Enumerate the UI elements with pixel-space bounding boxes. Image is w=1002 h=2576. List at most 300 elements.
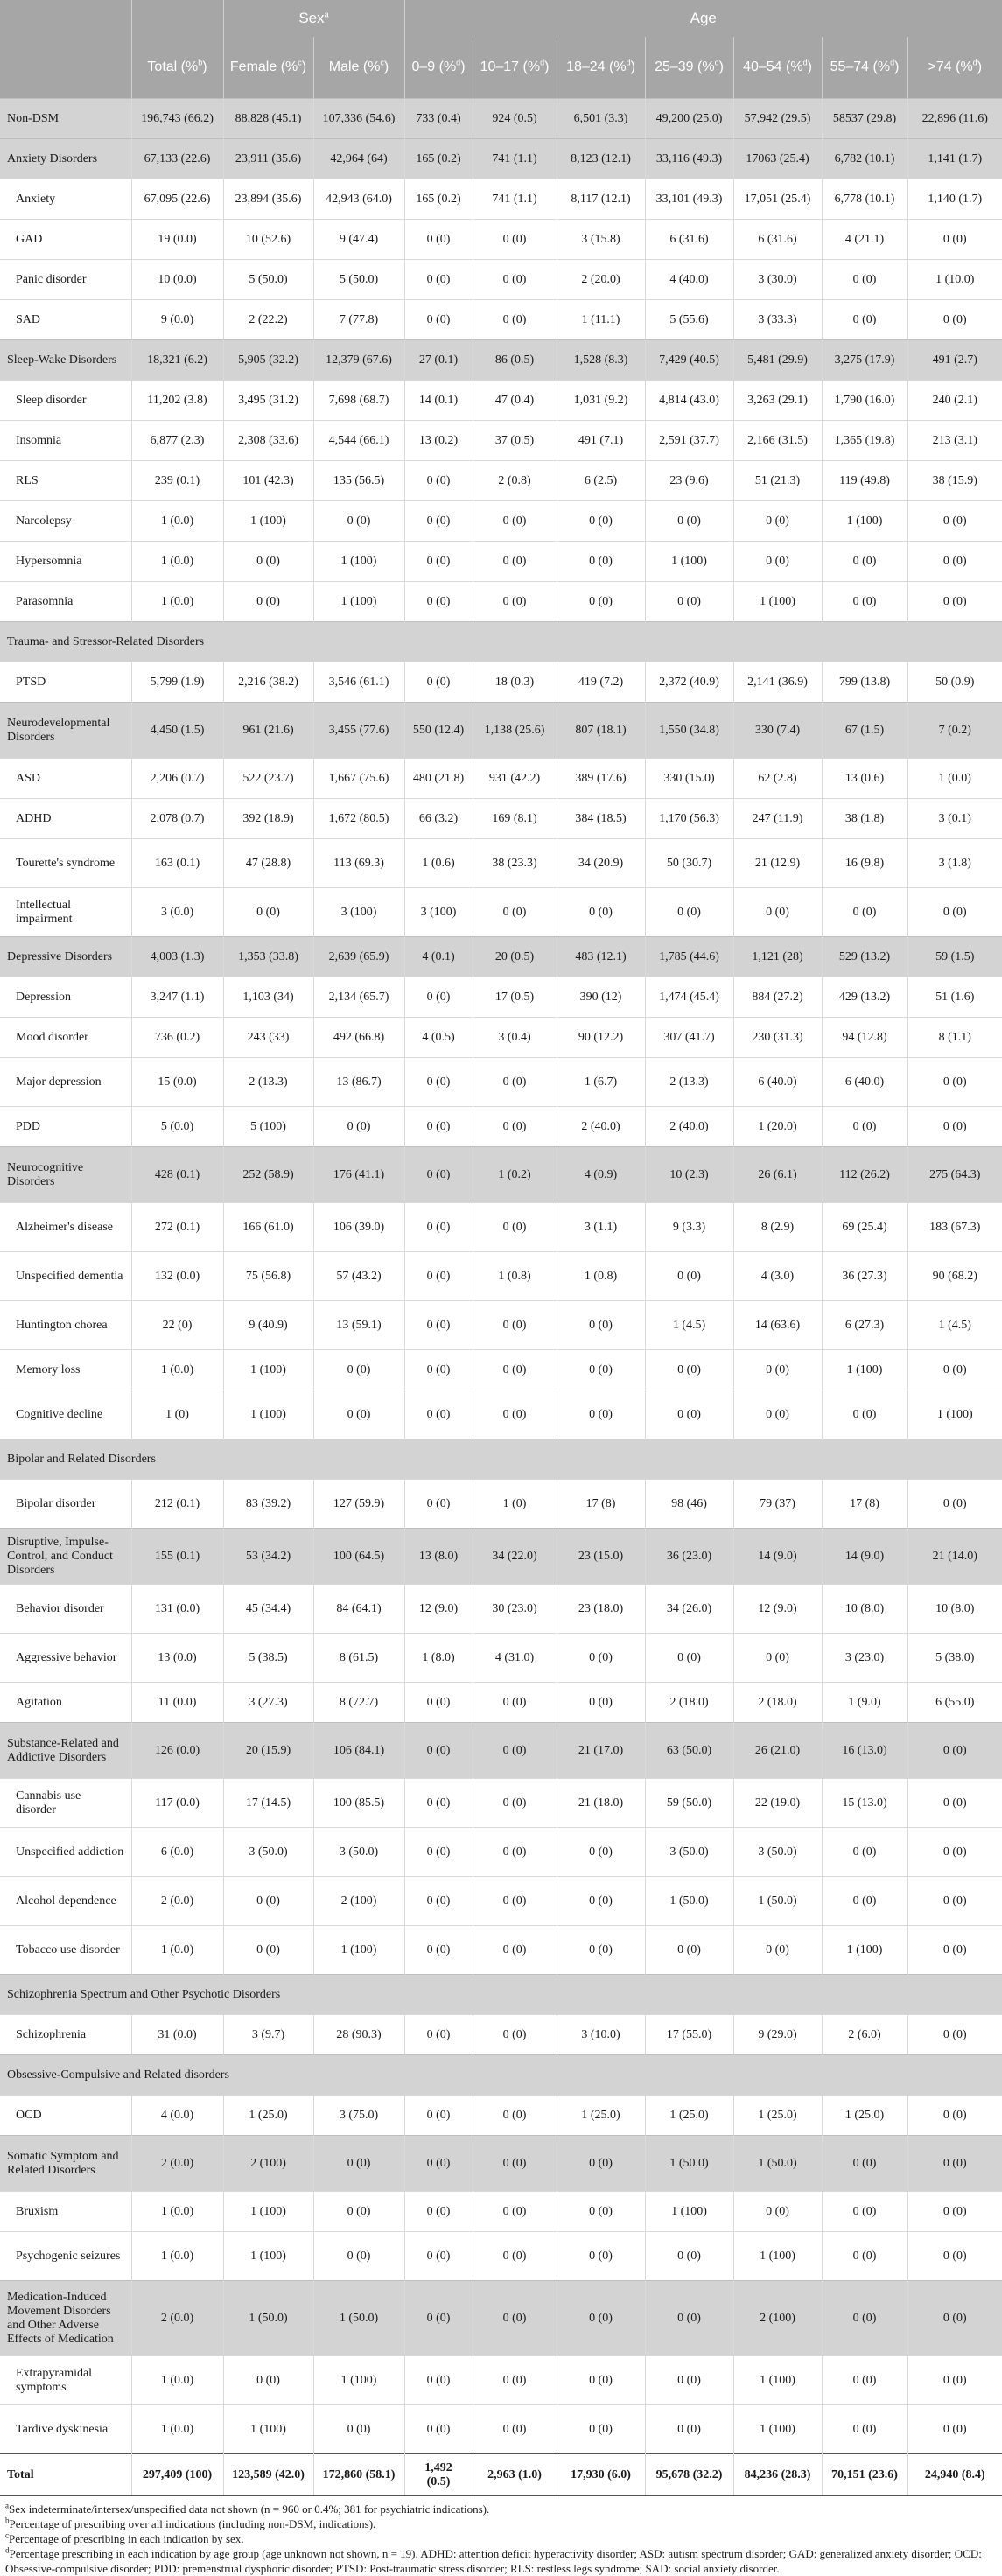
cell-value: 4 (0.5)	[404, 1018, 473, 1058]
cell-value: 30 (23.0)	[473, 1585, 557, 1634]
table-row	[0, 542, 1002, 582]
cell-value: 0 (0)	[907, 2136, 1002, 2192]
cell-value: 70,151 (23.6)	[822, 2454, 907, 2496]
cell-value: 0 (0)	[822, 2136, 907, 2192]
cell-value: 1 (100)	[733, 2405, 822, 2454]
cell-value: 15 (13.0)	[822, 1779, 907, 1828]
cell-value: 807 (18.1)	[557, 703, 645, 759]
cell-value: 212 (0.1)	[131, 1480, 223, 1529]
cell-value: 0 (0)	[645, 2405, 733, 2454]
cell-value: 1,474 (45.4)	[645, 977, 733, 1018]
cell-value: 88,828 (45.1)	[223, 99, 313, 139]
row-label: Tourette's syndrome	[0, 839, 131, 888]
cell-value: 0 (0)	[557, 2232, 645, 2281]
table-row	[0, 421, 1002, 461]
cell-value: 1 (100)	[907, 1390, 1002, 1439]
cell-value: 741 (1.1)	[473, 179, 557, 220]
cell-value: 0 (0)	[557, 1828, 645, 1877]
cell-value: 37 (0.5)	[473, 421, 557, 461]
category-row	[0, 1529, 1002, 1585]
cell-value: 131 (0.0)	[131, 1585, 223, 1634]
cell-value: 2 (18.0)	[645, 1683, 733, 1723]
cell-value: 1 (50.0)	[733, 1877, 822, 1926]
cell-value: 1 (0.2)	[473, 1147, 557, 1203]
cell-value: 9 (47.4)	[313, 220, 404, 260]
cell-value: 2 (0.0)	[131, 1877, 223, 1926]
cell-value: 0 (0)	[473, 1350, 557, 1390]
cell-value: 8 (2.9)	[733, 1203, 822, 1252]
cell-value: 0 (0)	[404, 582, 473, 622]
cell-value: 1 (0.0)	[131, 1350, 223, 1390]
cell-value: 0 (0)	[404, 501, 473, 542]
cell-value: 0 (0)	[404, 1779, 473, 1828]
cell-value: 0 (0)	[822, 1107, 907, 1147]
cell-value: 1 (0.0)	[131, 542, 223, 582]
cell-value: 0 (0)	[557, 2405, 645, 2454]
cell-value: 1 (4.5)	[645, 1301, 733, 1350]
cell-value: 0 (0)	[404, 1301, 473, 1350]
cell-value: 42,943 (64.0)	[313, 179, 404, 220]
cell-value: 0 (0)	[557, 2281, 645, 2356]
table-row	[0, 1107, 1002, 1147]
cell-value: 6 (31.6)	[645, 220, 733, 260]
cell-value: 75 (56.8)	[223, 1252, 313, 1301]
cell-value: 7,429 (40.5)	[645, 340, 733, 381]
table-header	[0, 0, 1002, 99]
cell-value: 0 (0)	[404, 662, 473, 703]
cell-value: 15 (0.0)	[131, 1058, 223, 1107]
cell-value: 18 (0.3)	[473, 662, 557, 703]
cell-value: 10 (52.6)	[223, 220, 313, 260]
cell-value: 239 (0.1)	[131, 461, 223, 501]
row-label: Cognitive decline	[0, 1390, 131, 1439]
table-row	[0, 2356, 1002, 2405]
cell-value: 0 (0)	[473, 501, 557, 542]
cell-value: 57,942 (29.5)	[733, 99, 822, 139]
cell-value: 0 (0)	[907, 220, 1002, 260]
cell-value: 22 (0)	[131, 1301, 223, 1350]
cell-value: 3 (0.0)	[131, 888, 223, 937]
cell-value: 4 (31.0)	[473, 1634, 557, 1683]
cell-value: 9 (40.9)	[223, 1301, 313, 1350]
cell-value: 5,481 (29.9)	[733, 340, 822, 381]
cell-value: 0 (0)	[733, 1390, 822, 1439]
cell-value: 17063 (25.4)	[733, 139, 822, 179]
cell-value: 2 (18.0)	[733, 1683, 822, 1723]
cell-value: 27 (0.1)	[404, 340, 473, 381]
cell-value: 67 (1.5)	[822, 703, 907, 759]
table-row	[0, 799, 1002, 839]
table-row	[0, 1779, 1002, 1828]
row-label: Narcolepsy	[0, 501, 131, 542]
cell-value: 100 (64.5)	[313, 1529, 404, 1585]
cell-value: 0 (0)	[313, 1107, 404, 1147]
cell-value: 0 (0)	[822, 1828, 907, 1877]
cell-value: 63 (50.0)	[645, 1723, 733, 1779]
cell-value: 196,743 (66.2)	[131, 99, 223, 139]
cell-value: 0 (0)	[645, 1252, 733, 1301]
table-row	[0, 977, 1002, 1018]
cell-value: 0 (0)	[404, 542, 473, 582]
cell-value: 0 (0)	[822, 888, 907, 937]
cell-value: 107,336 (54.6)	[313, 99, 404, 139]
row-label: Schizophrenia Spectrum and Other Psychotic Disorders	[0, 1975, 1002, 2015]
cell-value: 20 (0.5)	[473, 937, 557, 977]
cell-value: 6 (27.3)	[822, 1301, 907, 1350]
cell-value: 6,782 (10.1)	[822, 139, 907, 179]
cell-value: 2,372 (40.9)	[645, 662, 733, 703]
table-row	[0, 1390, 1002, 1439]
cell-value: 0 (0)	[822, 2356, 907, 2405]
cell-value: 3 (10.0)	[557, 2015, 645, 2055]
cell-value: 2 (100)	[733, 2281, 822, 2356]
cell-value: 10 (8.0)	[907, 1585, 1002, 1634]
cell-value: 22,896 (11.6)	[907, 99, 1002, 139]
row-label: Aggressive behavior	[0, 1634, 131, 1683]
table-row	[0, 461, 1002, 501]
cell-value: 0 (0)	[645, 1390, 733, 1439]
cell-value: 9 (0.0)	[131, 300, 223, 340]
cell-value: 5 (100)	[223, 1107, 313, 1147]
cell-value: 3 (27.3)	[223, 1683, 313, 1723]
row-label: ADHD	[0, 799, 131, 839]
cell-value: 0 (0)	[557, 1683, 645, 1723]
cell-value: 3,275 (17.9)	[822, 340, 907, 381]
row-label: Anxiety Disorders	[0, 139, 131, 179]
row-label: Insomnia	[0, 421, 131, 461]
category-row	[0, 2055, 1002, 2096]
cell-value: 0 (0)	[473, 1779, 557, 1828]
row-label: Behavior disorder	[0, 1585, 131, 1634]
cell-value: 7,698 (68.7)	[313, 381, 404, 421]
cell-value: 247 (11.9)	[733, 799, 822, 839]
cell-value: 1 (50.0)	[223, 2281, 313, 2356]
cell-value: 2 (40.0)	[557, 1107, 645, 1147]
cell-value: 0 (0)	[404, 2405, 473, 2454]
cell-value: 11,202 (3.8)	[131, 381, 223, 421]
cell-value: 0 (0)	[557, 2192, 645, 2232]
category-row	[0, 937, 1002, 977]
cell-value: 1 (25.0)	[557, 2096, 645, 2136]
cell-value: 0 (0)	[473, 1828, 557, 1877]
cell-value: 135 (56.5)	[313, 461, 404, 501]
cell-value: 0 (0)	[223, 582, 313, 622]
cell-value: 51 (21.3)	[733, 461, 822, 501]
column-header: Male (%$^c$)	[313, 37, 404, 99]
cell-value: 1 (100)	[822, 1350, 907, 1390]
cell-value: 0 (0)	[645, 1350, 733, 1390]
cell-value: 113 (69.3)	[313, 839, 404, 888]
cell-value: 0 (0)	[907, 1350, 1002, 1390]
cell-value: 0 (0)	[473, 1683, 557, 1723]
cell-value: 0 (0)	[473, 2096, 557, 2136]
table-row	[0, 1058, 1002, 1107]
row-label: Total	[0, 2454, 131, 2496]
cell-value: 84 (64.1)	[313, 1585, 404, 1634]
cell-value: 8 (61.5)	[313, 1634, 404, 1683]
row-label: Obsessive-Compulsive and Related disorders	[0, 2055, 1002, 2096]
cell-value: 1,141 (1.7)	[907, 139, 1002, 179]
column-header: >74 (%$^d$)	[907, 37, 1002, 99]
category-row	[0, 1439, 1002, 1480]
cell-value: 1 (6.7)	[557, 1058, 645, 1107]
cell-value: 243 (33)	[223, 1018, 313, 1058]
row-label: Anxiety	[0, 179, 131, 220]
cell-value: 0 (0)	[313, 2232, 404, 2281]
row-label: Hypersomnia	[0, 542, 131, 582]
cell-value: 84,236 (28.3)	[733, 2454, 822, 2496]
cell-value: 0 (0)	[557, 1634, 645, 1683]
cell-value: 34 (26.0)	[645, 1585, 733, 1634]
cell-value: 3 (23.0)	[822, 1634, 907, 1683]
cell-value: 49,200 (25.0)	[645, 99, 733, 139]
cell-value: 884 (27.2)	[733, 977, 822, 1018]
cell-value: 17,930 (6.0)	[557, 2454, 645, 2496]
cell-value: 0 (0)	[473, 1058, 557, 1107]
cell-value: 492 (66.8)	[313, 1018, 404, 1058]
cell-value: 38 (23.3)	[473, 839, 557, 888]
cell-value: 3 (33.3)	[733, 300, 822, 340]
cell-value: 0 (0)	[473, 2015, 557, 2055]
category-row	[0, 340, 1002, 381]
cell-value: 0 (0)	[822, 300, 907, 340]
cell-value: 7 (0.2)	[907, 703, 1002, 759]
cell-value: 172,860 (58.1)	[313, 2454, 404, 2496]
cell-value: 79 (37)	[733, 1480, 822, 1529]
cell-value: 13 (59.1)	[313, 1301, 404, 1350]
cell-value: 1 (8.0)	[404, 1634, 473, 1683]
cell-value: 8,117 (12.1)	[557, 179, 645, 220]
category-row	[0, 2281, 1002, 2356]
cell-value: 2,216 (38.2)	[223, 662, 313, 703]
cell-value: 0 (0)	[733, 888, 822, 937]
cell-value: 0 (0)	[473, 2405, 557, 2454]
cell-value: 50 (30.7)	[645, 839, 733, 888]
cell-value: 0 (0)	[907, 1107, 1002, 1147]
table-row	[0, 759, 1002, 799]
cell-value: 2 (0.8)	[473, 461, 557, 501]
row-label: Bipolar and Related Disorders	[0, 1439, 1002, 1480]
cell-value: 45 (34.4)	[223, 1585, 313, 1634]
cell-value: 6,877 (2.3)	[131, 421, 223, 461]
cell-value: 10 (2.3)	[645, 1147, 733, 1203]
cell-value: 10 (0.0)	[131, 260, 223, 300]
cell-value: 101 (42.3)	[223, 461, 313, 501]
cell-value: 2 (100)	[223, 2136, 313, 2192]
cell-value: 0 (0)	[907, 1828, 1002, 1877]
cell-value: 0 (0)	[557, 1926, 645, 1975]
cell-value: 9 (3.3)	[645, 1203, 733, 1252]
cell-value: 1 (0)	[131, 1390, 223, 1439]
cell-value: 0 (0)	[313, 2405, 404, 2454]
cell-value: 112 (26.2)	[822, 1147, 907, 1203]
cell-value: 67,133 (22.6)	[131, 139, 223, 179]
cell-value: 0 (0)	[473, 1203, 557, 1252]
cell-value: 3 (50.0)	[645, 1828, 733, 1877]
cell-value: 3,263 (29.1)	[733, 381, 822, 421]
cell-value: 90 (68.2)	[907, 1252, 1002, 1301]
cell-value: 0 (0)	[822, 260, 907, 300]
cell-value: 0 (0)	[404, 2232, 473, 2281]
cell-value: 0 (0)	[907, 2281, 1002, 2356]
cell-value: 1,170 (56.3)	[645, 799, 733, 839]
cell-value: 163 (0.1)	[131, 839, 223, 888]
cell-value: 0 (0)	[822, 1390, 907, 1439]
cell-value: 3 (100)	[313, 888, 404, 937]
cell-value: 95,678 (32.2)	[645, 2454, 733, 2496]
cell-value: 3,546 (61.1)	[313, 662, 404, 703]
cell-value: 4,450 (1.5)	[131, 703, 223, 759]
cell-value: 0 (0)	[822, 582, 907, 622]
table-row	[0, 381, 1002, 421]
cell-value: 0 (0)	[473, 1877, 557, 1926]
cell-value: 272 (0.1)	[131, 1203, 223, 1252]
row-label: Parasomnia	[0, 582, 131, 622]
cell-value: 3,247 (1.1)	[131, 977, 223, 1018]
cell-value: 14 (63.6)	[733, 1301, 822, 1350]
cell-value: 21 (14.0)	[907, 1529, 1002, 1585]
cell-value: 1 (25.0)	[733, 2096, 822, 2136]
row-label: OCD	[0, 2096, 131, 2136]
cell-value: 931 (42.2)	[473, 759, 557, 799]
column-header: 18–24 (%$^d$)	[557, 37, 645, 99]
cell-value: 733 (0.4)	[404, 99, 473, 139]
cell-value: 4 (3.0)	[733, 1252, 822, 1301]
cell-value: 22 (19.0)	[733, 1779, 822, 1828]
cell-value: 1,121 (28)	[733, 937, 822, 977]
cell-value: 1,550 (34.8)	[645, 703, 733, 759]
cell-value: 1 (100)	[822, 1926, 907, 1975]
cell-value: 5,799 (1.9)	[131, 662, 223, 703]
cell-value: 307 (41.7)	[645, 1018, 733, 1058]
cell-value: 1,672 (80.5)	[313, 799, 404, 839]
cell-value: 0 (0)	[557, 1350, 645, 1390]
row-label: Tobacco use disorder	[0, 1926, 131, 1975]
row-label: Panic disorder	[0, 260, 131, 300]
cell-value: 5,905 (32.2)	[223, 340, 313, 381]
cell-value: 0 (0)	[645, 582, 733, 622]
cell-value: 23,911 (35.6)	[223, 139, 313, 179]
cell-value: 0 (0)	[404, 1107, 473, 1147]
cell-value: 58537 (29.8)	[822, 99, 907, 139]
cell-value: 4,814 (43.0)	[645, 381, 733, 421]
table-row	[0, 662, 1002, 703]
cell-value: 0 (0)	[404, 1480, 473, 1529]
cell-value: 1 (100)	[822, 501, 907, 542]
cell-value: 127 (59.9)	[313, 1480, 404, 1529]
cell-value: 106 (84.1)	[313, 1723, 404, 1779]
cell-value: 1 (50.0)	[645, 2136, 733, 2192]
cell-value: 23,894 (35.6)	[223, 179, 313, 220]
cell-value: 66 (3.2)	[404, 799, 473, 839]
cell-value: 166 (61.0)	[223, 1203, 313, 1252]
row-label: Disruptive, Impulse-Control, and Conduct Disorders	[0, 1529, 131, 1585]
cell-value: 1 (0.0)	[907, 759, 1002, 799]
cell-value: 165 (0.2)	[404, 139, 473, 179]
cell-value: 0 (0)	[733, 542, 822, 582]
cell-value: 0 (0)	[404, 461, 473, 501]
footnote: $^c$Percentage of prescribing in each indication by sex.	[5, 2530, 244, 2545]
cell-value: 0 (0)	[473, 888, 557, 937]
table-row	[0, 2232, 1002, 2281]
cell-value: 0 (0)	[313, 1390, 404, 1439]
row-label: Schizophrenia	[0, 2015, 131, 2055]
cell-value: 57 (43.2)	[313, 1252, 404, 1301]
cell-value: 0 (0)	[473, 1390, 557, 1439]
cell-value: 1,365 (19.8)	[822, 421, 907, 461]
cell-value: 1 (100)	[313, 542, 404, 582]
cell-value: 13 (86.7)	[313, 1058, 404, 1107]
cell-value: 275 (64.3)	[907, 1147, 1002, 1203]
cell-value: 741 (1.1)	[473, 139, 557, 179]
cell-value: 10 (8.0)	[822, 1585, 907, 1634]
cell-value: 3,455 (77.6)	[313, 703, 404, 759]
category-row	[0, 2136, 1002, 2192]
cell-value: 213 (3.1)	[907, 421, 1002, 461]
table-row	[0, 582, 1002, 622]
cell-value: 0 (0)	[557, 1301, 645, 1350]
cell-value: 0 (0)	[822, 1877, 907, 1926]
table-row	[0, 839, 1002, 888]
cell-value: 1,140 (1.7)	[907, 179, 1002, 220]
table-row	[0, 1585, 1002, 1634]
cell-value: 0 (0)	[404, 1350, 473, 1390]
cell-value: 19 (0.0)	[131, 220, 223, 260]
cell-value: 1 (0.0)	[131, 1926, 223, 1975]
cell-value: 38 (15.9)	[907, 461, 1002, 501]
cell-value: 1 (25.0)	[822, 2096, 907, 2136]
cell-value: 0 (0)	[907, 2096, 1002, 2136]
cell-value: 47 (0.4)	[473, 381, 557, 421]
cell-value: 13 (8.0)	[404, 1529, 473, 1585]
cell-value: 3 (9.7)	[223, 2015, 313, 2055]
cell-value: 8 (72.7)	[313, 1683, 404, 1723]
cell-value: 4 (0.0)	[131, 2096, 223, 2136]
cell-value: 0 (0)	[822, 542, 907, 582]
cell-value: 2,134 (65.7)	[313, 977, 404, 1018]
cell-value: 0 (0)	[907, 1779, 1002, 1828]
cell-value: 2,639 (65.9)	[313, 937, 404, 977]
cell-value: 0 (0)	[404, 1723, 473, 1779]
cell-value: 3 (0.4)	[473, 1018, 557, 1058]
cell-value: 183 (67.3)	[907, 1203, 1002, 1252]
row-label: Sleep-Wake Disorders	[0, 340, 131, 381]
category-row	[0, 139, 1002, 179]
header-sex-group: Sex$^a$	[223, 0, 404, 37]
cell-value: 17 (0.5)	[473, 977, 557, 1018]
row-label: Substance-Related and Addictive Disorders	[0, 1723, 131, 1779]
cell-value: 2 (0.0)	[131, 2136, 223, 2192]
cell-value: 3 (50.0)	[733, 1828, 822, 1877]
cell-value: 5 (38.0)	[907, 1634, 1002, 1683]
cell-value: 0 (0)	[473, 1301, 557, 1350]
category-row	[0, 622, 1002, 662]
cell-value: 0 (0)	[404, 1828, 473, 1877]
cell-value: 8 (1.1)	[907, 1018, 1002, 1058]
cell-value: 4 (40.0)	[645, 260, 733, 300]
category-row	[0, 1975, 1002, 2015]
cell-value: 1,353 (33.8)	[223, 937, 313, 977]
cell-value: 23 (18.0)	[557, 1585, 645, 1634]
cell-value: 1,785 (44.6)	[645, 937, 733, 977]
table-row	[0, 1252, 1002, 1301]
cell-value: 100 (85.5)	[313, 1779, 404, 1828]
cell-value: 0 (0)	[404, 300, 473, 340]
cell-value: 0 (0)	[473, 2192, 557, 2232]
column-header: 25–39 (%$^d$)	[645, 37, 733, 99]
cell-value: 0 (0)	[557, 2356, 645, 2405]
cell-value: 0 (0)	[313, 501, 404, 542]
